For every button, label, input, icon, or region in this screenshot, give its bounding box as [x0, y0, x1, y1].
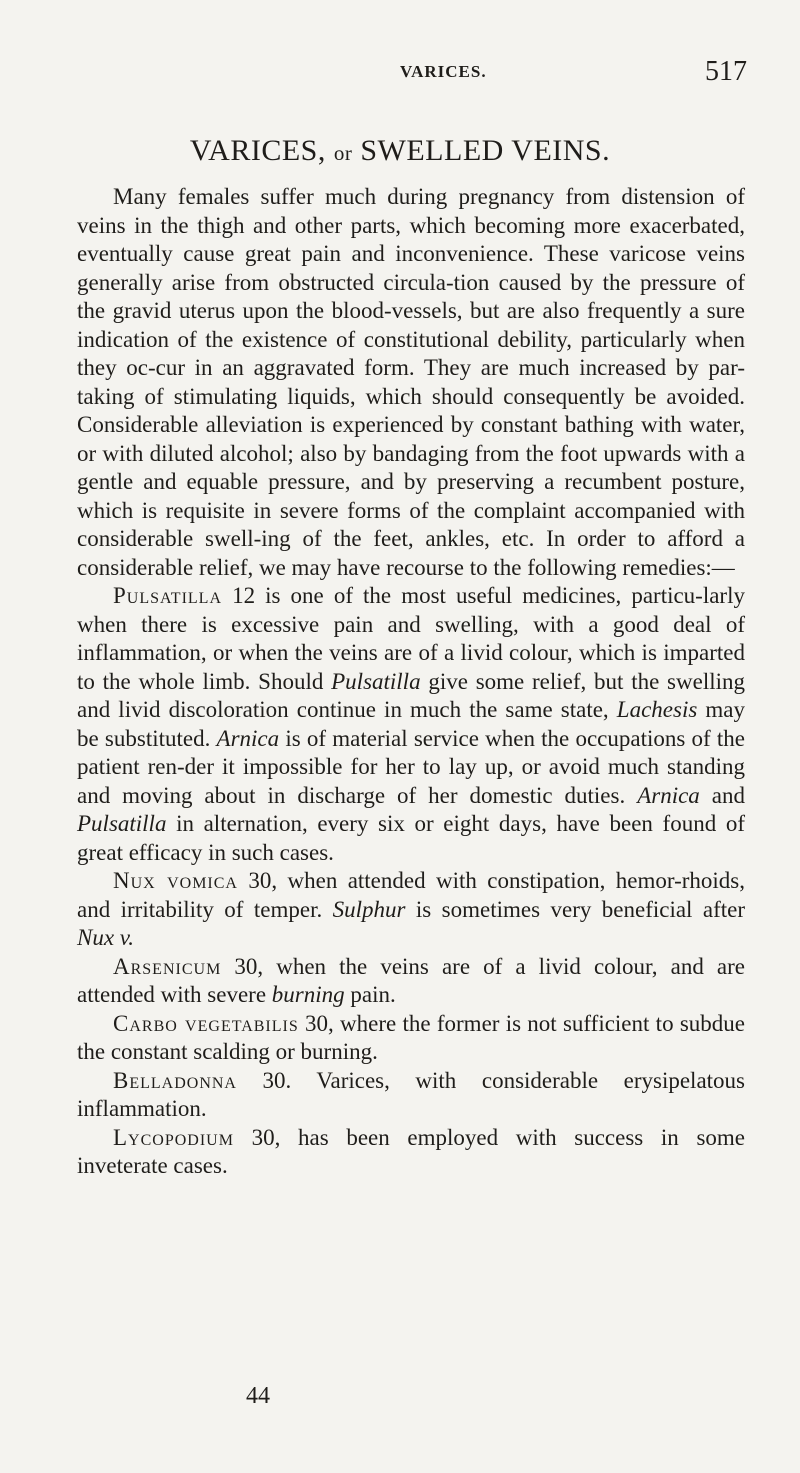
remedy-name: Pulsatilla — [113, 583, 223, 608]
text-run: give some relief, but the swelling and livid discoloration continue in much the same state, — [77, 668, 745, 722]
arsenicum-paragraph — [77, 953, 745, 1010]
text-run: pain. — [344, 982, 396, 1007]
remedy-name: Lycopodium — [113, 1124, 234, 1150]
page-number: 517 — [705, 56, 747, 87]
italic-emphasis: burning — [271, 982, 345, 1007]
signature-mark: 44 — [246, 1383, 270, 1409]
lycopodium-paragraph — [77, 1124, 745, 1181]
remedy-name: Belladonna — [113, 1067, 237, 1093]
chapter-title-part2: SWELLED VEINS. — [360, 134, 611, 167]
italic-remedy: Sulphur — [332, 896, 406, 922]
italic-remedy: Lachesis — [616, 697, 698, 722]
body-text — [77, 183, 745, 1181]
remedy-name: Carbo vegetabilis — [113, 1010, 299, 1036]
text-run: is of material service when the occupations of the patient ren-der it impossible for her to lay up, or avoid much standing and moving about in discharge of her domestic duties. — [77, 725, 745, 808]
text-run: may be substituted. — [77, 697, 745, 751]
text-run: 30, has been employed with success in some inveterate cases. — [77, 1124, 745, 1178]
text-run: 12 is one of the most useful medicines, particu-larly when there is excessive pain and swelling, with a good deal of inflammation, or when the veins are of a livid colour, which is imparted to the whole limb. Should — [77, 583, 745, 694]
text-run: and — [699, 782, 745, 808]
carbo-paragraph — [77, 1010, 745, 1067]
chapter-title-part1: VARICES, — [189, 134, 326, 167]
text-run: 30, when the veins are of a livid colour, and are attended with severe — [77, 953, 745, 1007]
italic-remedy: Arnica — [637, 782, 700, 808]
running-head — [0, 56, 800, 92]
nux-paragraph — [77, 867, 745, 953]
chapter-title-or: or — [333, 141, 353, 165]
remedy-name: Nux vomica — [113, 868, 238, 893]
italic-remedy: Pulsatilla — [331, 668, 421, 694]
text-run: in alternation, every six or eight days, have been found of great efficacy in such cases. — [77, 811, 745, 865]
italic-remedy: Nux v. — [77, 925, 135, 950]
running-title: VARICES. — [400, 62, 487, 81]
text-run: 30. Varices, with considerable erysipelatous inflammation. — [77, 1067, 745, 1121]
text-run: is sometimes very beneficial after — [405, 896, 745, 922]
italic-remedy: Arnica — [216, 725, 280, 751]
remedy-name: Arsenicum — [113, 953, 222, 979]
pulsatilla-paragraph — [77, 582, 745, 867]
text-run: 30, when attended with constipation, hemor-rhoids, and irritability of temper. — [77, 868, 745, 922]
belladonna-paragraph — [77, 1067, 745, 1124]
chapter-title — [0, 134, 800, 168]
italic-remedy: Pulsatilla — [77, 811, 167, 836]
intro-paragraph: Many females suffer much during pregnancy from distension of veins in the thigh and other parts, which becoming more exacerbated, eventually cause great pain and inconvenience. These varicose veins generally arise from obstructed circula-tion caused by the pressure of the gravid uterus upon the blood-vessels, but are also frequently a sure indication of the existence of constitutional debility, particularly when they oc-cur in an aggravated form. They are much increased by par-taking of stimulating liquids, which should consequently be avoided. Considerable alleviation is experienced by constant bathing with water, or with diluted alcohol; also by bandaging from the foot upwards with a gentle and equable pressure, and by preserving a recumbent posture, which is requisite in severe forms of the complaint accompanied with considerable swell-ing of the feet, ankles, etc. In order to afford a considerable relief, we may have recourse to the following remedies:— — [77, 184, 745, 580]
text-run: 30, where the former is not sufficient to subdue the constant scalding or burning. — [77, 1010, 745, 1064]
